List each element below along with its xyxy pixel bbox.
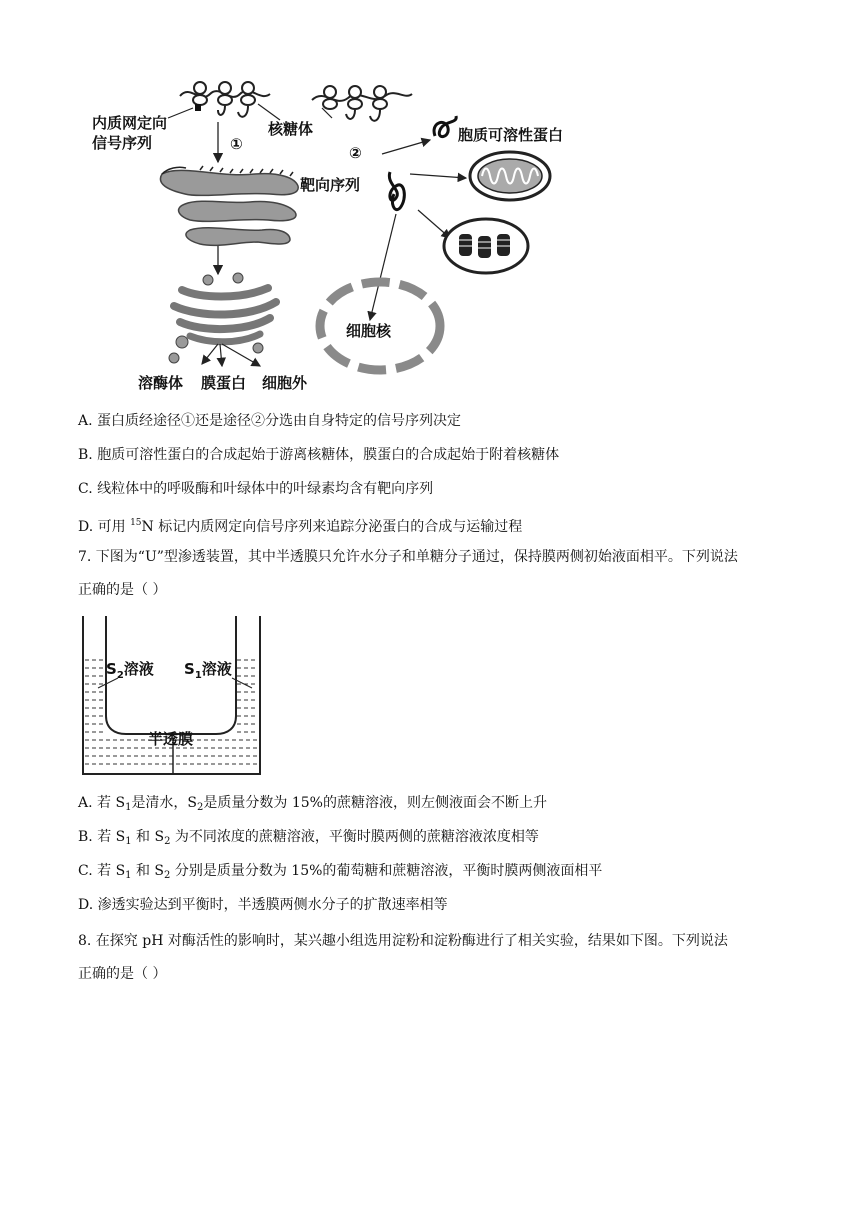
label-membrane-protein: 膜蛋白 <box>201 374 247 392</box>
q7-stem-line1: 7. 下图为“U”型渗透装置，其中半透膜只允许水分子和单糖分子通过，保持膜两侧初始液面相平。下列说法 <box>78 549 738 565</box>
q7-option-d: D. 渗透实验达到平衡时，半透膜两侧水分子的扩散速率相等 <box>78 897 448 913</box>
label-s1: S <box>184 660 195 678</box>
cytosolic-protein-icon <box>434 116 456 137</box>
label-s1-sub: 1 <box>194 670 202 681</box>
q8-stem-line1: 8. 在探究 pH 对酶活性的影响时，某兴趣小组选用淀粉和淀粉酶进行了相关实验，结果如下图。下列说法 <box>78 933 728 949</box>
q7-stem-line2: 正确的是（ ） <box>78 582 167 598</box>
label-s2-sub: 2 <box>116 670 124 681</box>
label-ribosome: 核糖体 <box>268 120 314 138</box>
label-s2-solution: 溶液 <box>123 660 154 678</box>
label-targeting-seq: 靶向序列 <box>300 176 361 194</box>
label-s1-solution: 溶液 <box>201 660 232 678</box>
targeting-protein-icon <box>389 172 404 210</box>
q6-option-a: A. 蛋白质经途径①还是途径②分选由自身特定的信号序列决定 <box>78 413 462 429</box>
svg-text:S2溶液 <box>106 660 154 681</box>
label-cytosolic-protein: 胞质可溶性蛋白 <box>458 126 564 144</box>
label-s2: S <box>106 660 117 678</box>
q7-option-b: B. 若 $S_1$ 和 $S_2$ 为不同浓度的蔗糖溶液，平衡时膜两侧的蔗糖溶液浓度相等 <box>78 829 539 847</box>
free-ribosomes <box>312 86 412 121</box>
mitochondrion <box>470 152 550 200</box>
q7-option-a: A. 若 $S_1$是清水，$S_2$是质量分数为 15%的蔗糖溶液，则左侧液面会不断上升 <box>78 795 547 813</box>
protein-sorting-diagram <box>90 74 564 396</box>
q6-option-b: B. 胞质可溶性蛋白的合成起始于游离核糖体，膜蛋白的合成起始于附着核糖体 <box>78 447 560 463</box>
q7-option-c: C. 若 $S_1$ 和 $S_2$ 分别是质量分数为 15%的葡萄糖和蔗糖溶液，平衡时膜两侧液面相平 <box>78 863 603 881</box>
label-pathway-1: ① <box>230 135 243 153</box>
label-extracellular: 细胞外 <box>262 374 308 392</box>
label-er-signal-1: 内质网定向 <box>92 114 168 132</box>
u-tube-osmosis-diagram <box>80 616 270 778</box>
er-bound-ribosomes <box>180 82 270 117</box>
svg-text:S1溶液 <box>184 660 232 681</box>
q6-option-c: C. 线粒体中的呼吸酶和叶绿体中的叶绿素均含有靶向序列 <box>78 481 434 497</box>
label-er-signal-2: 信号序列 <box>92 134 153 152</box>
label-lysosome: 溶酶体 <box>138 374 184 392</box>
label-pathway-2: ② <box>349 144 362 162</box>
endoplasmic-reticulum <box>160 166 298 245</box>
golgi-apparatus <box>169 273 276 363</box>
label-semipermeable-membrane: 半透膜 <box>148 730 194 748</box>
q6-option-d: D. 可用 $^{15}$N 标记内质网定向信号序列来追踪分泌蛋白的合成与运输过程 <box>78 518 523 535</box>
q8-stem-line2: 正确的是（ ） <box>78 966 167 982</box>
label-nucleus: 细胞核 <box>346 322 392 340</box>
chloroplast <box>444 219 528 273</box>
